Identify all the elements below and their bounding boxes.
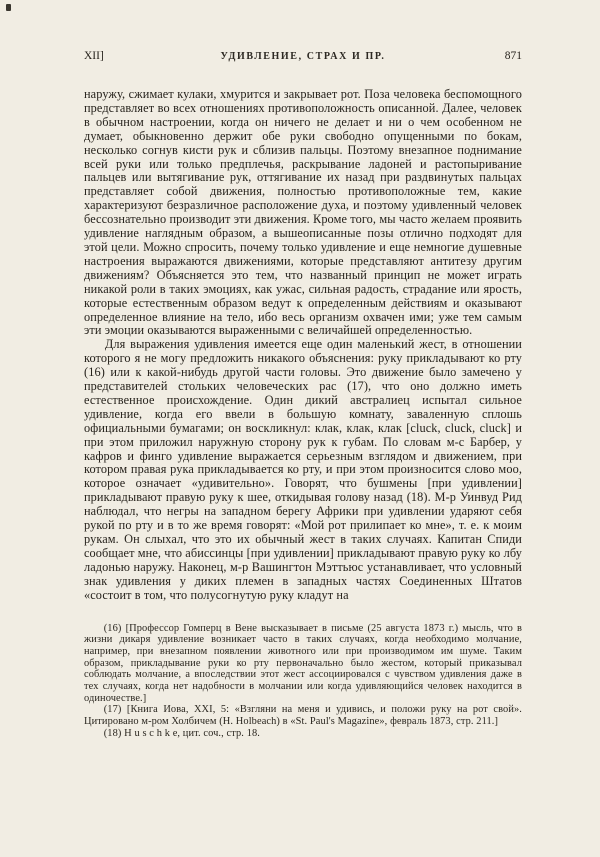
main-text [84,88,522,603]
footnote-18: (18) H u s c h k e, цит. соч., стр. 18. [103,727,260,739]
footnotes-block [84,623,522,740]
footnote-17: (17) [Книга Иова, XXI, 5: «Взгляни на меня и удивись, и положи руку на рот свой». Цитировано м-ром Холбичем (H. Holbeach) в «St. Paul's Magazine», февраль 1873, стр. 211.] [84,704,522,728]
running-title: УДИВЛЕНИЕ, СТРАХ И ПР. [220,51,386,62]
footnote-16: (16) [Профессор Гомперц в Вене высказывает в письме (25 августа 1873 г.) мысль, что в жизни дикаря удивление возникает часто в таких случаях, когда необходимо молчание, например, при внезапном появлении животного или при производимом им шуме. Таким образом, прикладывание руки ко рту первоначально было жестом, который приказывал соблюдать молчание, а впоследствии этот жест ассоциировался с чувством удивления даже в тех случаях, когда нет надобности в молчании или когда удивляющийся человек находится в одиночестве.] [84,622,522,704]
scan-artifact [6,4,11,11]
page-number: 871 [504,50,522,62]
paragraph-continuation: наружу, сжимает кулаки, хмурится и закрывает рот. Поза человека беспомощного представляет во всех отношениях противоположность описанной. Далее, человек в обычном настроении, когда он ничего не делает и ни о чем особенном не думает, обыкновенно держит обе руки свободно опущенными по бокам, несколько согнув кисти рук и сблизив пальцы. Поэтому внезапное поднимание всей руки или только предплечья, раскрывание ладоней и растопыривание пальцев или вытягивание рук, оттягивание их назад при раздвинутых пальцах представляет собой движения, полностью противоположные тем, какие характеризуют безразличное расположение духа, и поэтому удивленный человек бессознательно производит эти движения. Кроме того, мы часто желаем проявить удивление наглядным образом, а вышеописанные позы отлично подходят для этой цели. Можно спросить, почему только удивление и еще немногие душевные настроения выражаются движениями, которые представляют антитезу другим движениям? Объясняется это тем, что названный принцип не может играть никакой роли в таких эмоциях, как ужас, сильная радость, страдание или ярость, которые естественным образом ведут к определенным действиям и оказывают определенное влияние на тело, ибо весь организм охвачен ими; уже тем самым эти эмоции оказываются выраженными с величайшей определенностью. [84,87,522,338]
paragraph: Для выражения удивления имеется еще один маленький жест, в отношении которого я не могу предложить никакого объяснения: руку прикладывают ко рту (16) или к какой-нибудь другой части головы. Это движение было замечено у представителей стольких человеческих рас (17), что оно должно иметь естественное происхождение. Один дикий австралиец испытал сильное удивление, когда его ввели в большую комнату, заваленную сплошь официальными бумагами; он воскликнул: клак, клак, клак [cluck, cluck, cluck] и при этом приложил наружную сторону рук к губам. По словам м-с Барбер, у кафров и финго удивление выражается серьезным взглядом и движением, при котором правая рука прикладывается ко рту, и при этом произносится слово моо, которое означает «удивительно». Говорят, что бушмены [при удивлении] прикладывают правую руку к шее, откидывая голову назад (18). М-р Уинвуд Рид наблюдал, что негры на западном берегу Африки при удивлении ударяют себя рукой по рту и в то же время говорят: «Мой рот прилипает ко мне», т. е. к моим рукам. Он слыхал, что это их обычный жест в таких случаях. Капитан Спиди сообщает мне, что абиссинцы [при удивлении] прикладывают правую руку ко лбу ладонью наружу. Наконец, м-р Вашингтон Мэттьюс устанавливает, что условный знак удивления у диких племен в западных частях Соединенных Штатов «состоит в том, что полусогнутую руку кладут на [84,337,522,602]
page-header [84,50,522,70]
chapter-number: XII] [84,50,104,62]
